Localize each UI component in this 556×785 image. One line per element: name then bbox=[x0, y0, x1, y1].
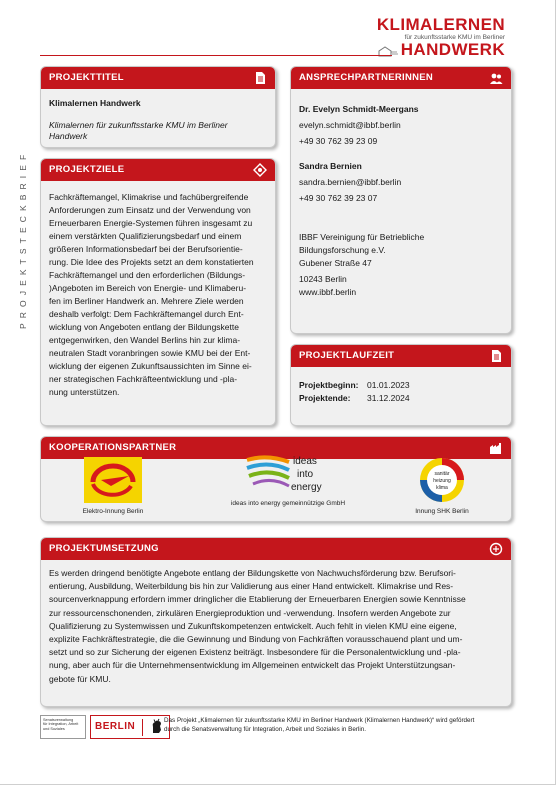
project-end-row bbox=[299, 392, 503, 405]
projektumsetzung-card bbox=[40, 537, 512, 707]
partner-logos bbox=[38, 456, 512, 520]
kooperationspartner-header: KOOPERATIONSPARTNER bbox=[49, 442, 177, 453]
projektziele-text: Fachkräftemangel, Klimakrise und fachübergreifende Anforderungen zum Einsatz und der Verwendung von Erneuerbaren Energie-Systemen führen insgesamt zu einem verstärkten Qualifizierungsbedarf und einem größeren Informationsbedarf bei der Berufsorientie- rung. Die Idee des Projekts setzt an dem konstatierten Fachkräftemangel und den erforderlichen (Bildungs- )Angeboten im Bereich von Energie- und Klimaberu- fen im Berliner Handwerk an. Mehrere Ziele werden deshalb verfolgt: Dem Fachkräftemangel durch Ent- wicklung von Angeboten entlang der Bildungskette entgegenwirken, den Wandel Berlins hin zur klima- neutralen Stadt voranbringen sowie KMU bei der Ent- wicklung der eigenen Zukunftsaussichten im Sinne ei- ner strategischen Fachkräfteentwicklung und -pla- nung unterstützen. bbox=[49, 192, 254, 397]
contact-1-phone: +49 30 762 39 23 09 bbox=[299, 136, 378, 146]
contact-2-email[interactable]: sandra.bernien@ibbf.berlin bbox=[299, 177, 402, 187]
shk-word-2: heizung bbox=[433, 478, 451, 484]
berlin-wordmark: BERLIN bbox=[95, 721, 136, 732]
projektziele-header: PROJEKTZIELE bbox=[49, 164, 125, 175]
website-link[interactable]: www.ibbf.berlin bbox=[299, 287, 357, 297]
partner-innung-shk bbox=[400, 456, 484, 515]
projekttitel-card bbox=[40, 66, 276, 148]
ansprechpartner-card bbox=[290, 66, 512, 334]
footer bbox=[40, 715, 512, 739]
cycle-icon bbox=[489, 542, 503, 556]
document-icon bbox=[489, 349, 503, 363]
logo-line-2: für zukunftsstarke KMU im Berliner bbox=[404, 34, 505, 41]
projektumsetzung-header: PROJEKTUMSETZUNG bbox=[49, 543, 159, 554]
target-diamond-icon bbox=[253, 163, 267, 177]
projektziele-card bbox=[40, 158, 276, 426]
projektlaufzeit-card bbox=[290, 344, 512, 426]
project-begin-value: 01.01.2023 bbox=[367, 380, 410, 390]
partner-1-name: Elektro-Innung Berlin bbox=[82, 508, 144, 515]
project-begin-label: Projektbeginn: bbox=[299, 380, 359, 390]
ansprechpartner-header: ANSPRECHPARTNERINNEN bbox=[299, 72, 434, 83]
project-begin-row bbox=[299, 379, 503, 392]
organisation-address: IBBF Vereinigung für Betriebliche Bildungsforschung e.V. Gubener Straße 47 10243 Berlin www.ibbf.berlin bbox=[299, 231, 503, 299]
projektumsetzung-text: Es werden dringend benötigte Angebote entlang der Bildungskette von Nachwuchsförderung bzw. Berufsori- entierung, Ausbildung, Weiterbildung bis hin zur Validierung aus einer Hand entwickelt. Klimakrise und Res- sourcenverknappung erfordern immer dringlicher die Etablierung der Erneuerbaren Energien sowie Kenntnisse zur ressourcenschonenden, zirkulären Energieproduktion und -verwendung. Insofern werden Angebote zur Qualifizierung zu Systemwissen und Zukunftskompetenzen entwickelt. Auch fehlt in vielen KMU eine eigene, explizite Fachkräftestrategie, die die Gewinnung und Bindung von Fachkräften vorausschauend plant und um- setzt und so zur Sicherung der eigenen Existenz beiträgt. Insbesondere für die Personalentwicklung und -pla- nung, aber auch für die Unternehmensentwicklung im Allgemeinen entwickelt das Projekt Unterstützungsan- gebote für KMU. bbox=[49, 568, 466, 684]
factory-icon bbox=[489, 441, 503, 455]
partner-2-name: ideas into energy gemeinnützige GmbH bbox=[230, 500, 346, 507]
contact-2-name: Sandra Bernien bbox=[299, 161, 362, 171]
projekttitel-header: PROJEKTTITEL bbox=[49, 72, 124, 83]
innung-shk-logo bbox=[417, 456, 467, 504]
document-icon bbox=[253, 71, 267, 85]
funding-notice: Das Projekt „Klimalernen für zukunftsstarke KMU im Berliner Handwerk (Klimalernen Handwerk)“ wird gefördert durch die Senatsverwaltung für Integration, Arbeit und Soziales in Berlin. bbox=[164, 717, 475, 733]
vertical-title-text: PROJEKTSTECKBRIEF bbox=[18, 149, 28, 329]
into-word: into bbox=[297, 469, 314, 480]
partner-3-name: Innung SHK Berlin bbox=[415, 508, 469, 515]
header-rule bbox=[40, 55, 392, 56]
klimalernen-logo bbox=[377, 16, 505, 59]
logo-line-3: HANDWERK bbox=[400, 40, 505, 59]
ideas-word: ideas bbox=[293, 456, 317, 467]
project-title: Klimalernen Handwerk bbox=[49, 98, 141, 108]
vertical-title bbox=[14, 84, 36, 329]
elektro-innung-logo bbox=[83, 456, 143, 504]
berlin-logo bbox=[90, 715, 170, 739]
projektlaufzeit-header: PROJEKTLAUFZEIT bbox=[299, 350, 395, 361]
ideas-into-energy-logo bbox=[245, 452, 331, 496]
shk-word-3: klima bbox=[436, 485, 448, 491]
partner-ideas-into-energy bbox=[208, 452, 368, 507]
project-end-value: 31.12.2024 bbox=[367, 393, 410, 403]
contact-1-name: Dr. Evelyn Schmidt-Meergans bbox=[299, 104, 419, 114]
project-end-label: Projektende: bbox=[299, 393, 351, 403]
project-subtitle: Klimalernen für zukunftsstarke KMU im Berliner Handwerk bbox=[49, 120, 228, 141]
partner-elektro-innung bbox=[68, 456, 158, 515]
logo-line-1: KLIMALERNEN bbox=[376, 15, 505, 34]
contact-2-phone: +49 30 762 39 23 07 bbox=[299, 193, 378, 203]
energy-word: energy bbox=[291, 482, 322, 493]
senatsverwaltung-logo: Senatsverwaltung für Integration, Arbeit und Soziales bbox=[40, 715, 86, 739]
shk-word-1: sanitär bbox=[434, 471, 450, 477]
contact-1-email[interactable]: evelyn.schmidt@ibbf.berlin bbox=[299, 120, 401, 130]
people-icon bbox=[489, 71, 503, 85]
